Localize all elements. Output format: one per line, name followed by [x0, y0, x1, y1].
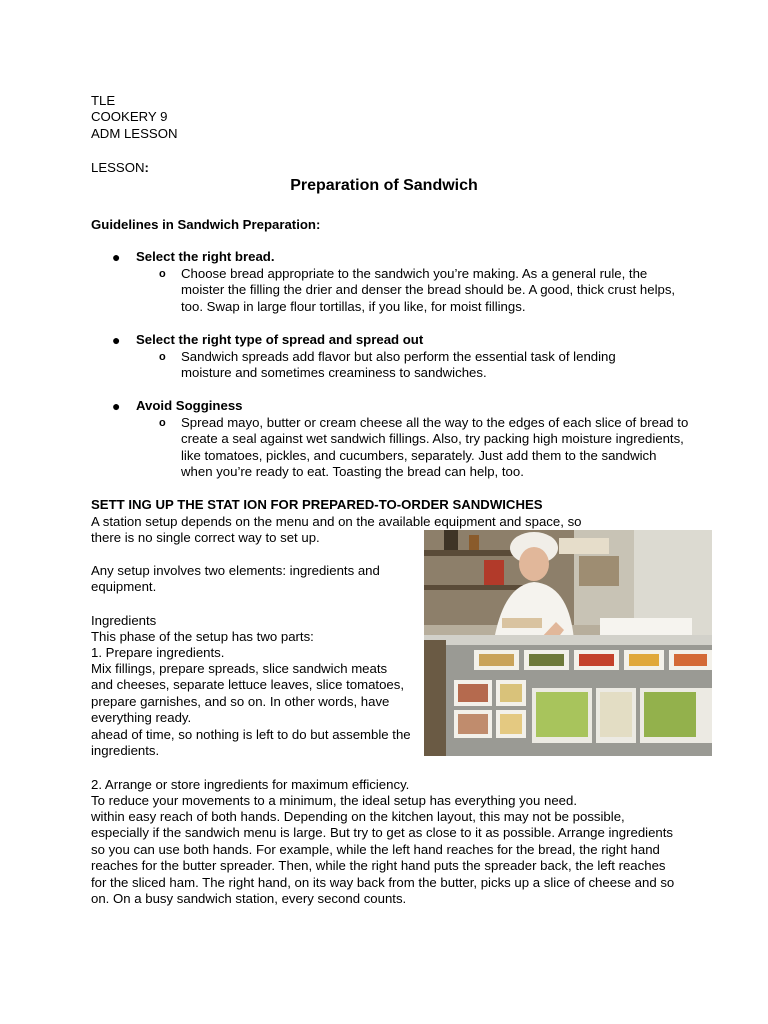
- guideline-text: [159, 415, 691, 481]
- module-label: ADM LESSON: [91, 125, 178, 141]
- guideline-heading: Avoid Sogginess: [136, 398, 243, 413]
- phase-line: This phase of the setup has two parts:: [91, 629, 314, 644]
- elements-paragraph: Any setup involves two elements: ingredients and equipment.: [91, 563, 380, 595]
- sub-bullet-icon: o: [159, 417, 166, 429]
- lesson-label-text: LESSON: [91, 160, 145, 175]
- step-2-text: within easy reach of both hands. Depending on the kitchen layout, this may not be possible, especially if the sandwich menu is large. But try to get as close to it as possible. Arrange ingredients so you can use both hands. For example, while the left hand reaches for the bread, the right hand reaches for the butter spreader. Then, while the right hand puts the spreader back, the left reaches for the sliced ham. The right hand, on its way back from the butter, picks up a slice of cheese and so on. On a busy sandwich station, every second counts.: [91, 809, 675, 907]
- sub-bullet-icon: o: [159, 351, 166, 363]
- step-1-more: ahead of time, so nothing is left to do but assemble the ingredients.: [91, 727, 411, 759]
- photo-illustration: [424, 530, 712, 756]
- page-title: Preparation of Sandwich: [290, 177, 478, 194]
- sub-bullet-icon: o: [159, 268, 166, 280]
- guideline-heading: Select the right type of spread and spread out: [136, 332, 424, 347]
- subject-label: TLE: [91, 93, 116, 108]
- lesson-label-colon: :: [144, 160, 149, 175]
- sandwich-station-photo: [424, 530, 712, 756]
- guidelines-heading: Guidelines in Sandwich Preparation:: [91, 217, 321, 232]
- step-2-heading: 2. Arrange or store ingredients for maximum efficiency.: [91, 777, 410, 792]
- guideline-text-content: Spread mayo, butter or cream cheese all the way to the edges of each slice of bread to create a seal against wet sandwich fillings. Also, try packing high moisture ingredients, like tomatoes, pickles, and cucumbers, separately. Just add them to the sandwich when you’re ready to eat. Toasting the bread can help, too.: [181, 415, 689, 480]
- document-header: [91, 93, 177, 142]
- step-1-text: Mix fillings, prepare spreads, slice sandwich meats and cheeses, separate lettuce leaves, slice tomatoes, prepare garnishes, and so on. In other words, have everything ready.: [91, 661, 405, 726]
- course-label: COOKERY 9: [91, 109, 168, 125]
- intro-line-1: A station setup depends on the menu and on the available equipment and space, so: [91, 514, 582, 529]
- bullet-icon: ●: [112, 249, 121, 265]
- ingredients-heading: Ingredients: [91, 613, 157, 628]
- step-1-heading: 1. Prepare ingredients.: [91, 645, 225, 660]
- intro-line-2: there is no single correct way to set up.: [91, 530, 320, 545]
- lesson-label: [91, 160, 149, 176]
- guideline-text-content: Sandwich spreads add flavor but also perform the essential task of lending moisture and sometimes creaminess to sandwiches.: [181, 349, 616, 381]
- section-heading: SETT ING UP THE STAT ION FOR PREPARED-TO-ORDER SANDWICHES: [91, 497, 543, 512]
- step-2-line: To reduce your movements to a minimum, the ideal setup has everything you need.: [91, 793, 577, 808]
- bullet-icon: ●: [112, 398, 121, 414]
- guideline-text-content: Choose bread appropriate to the sandwich you’re making. As a general rule, the moister the filling the drier and denser the bread should be. A good, thick crust helps, too. Swap in large flour tortillas, if you like, for moist fillings.: [181, 266, 676, 314]
- guideline-text: [159, 266, 691, 315]
- guideline-text: [159, 349, 661, 382]
- guideline-heading: Select the right bread.: [136, 249, 275, 264]
- bullet-icon: ●: [112, 332, 121, 348]
